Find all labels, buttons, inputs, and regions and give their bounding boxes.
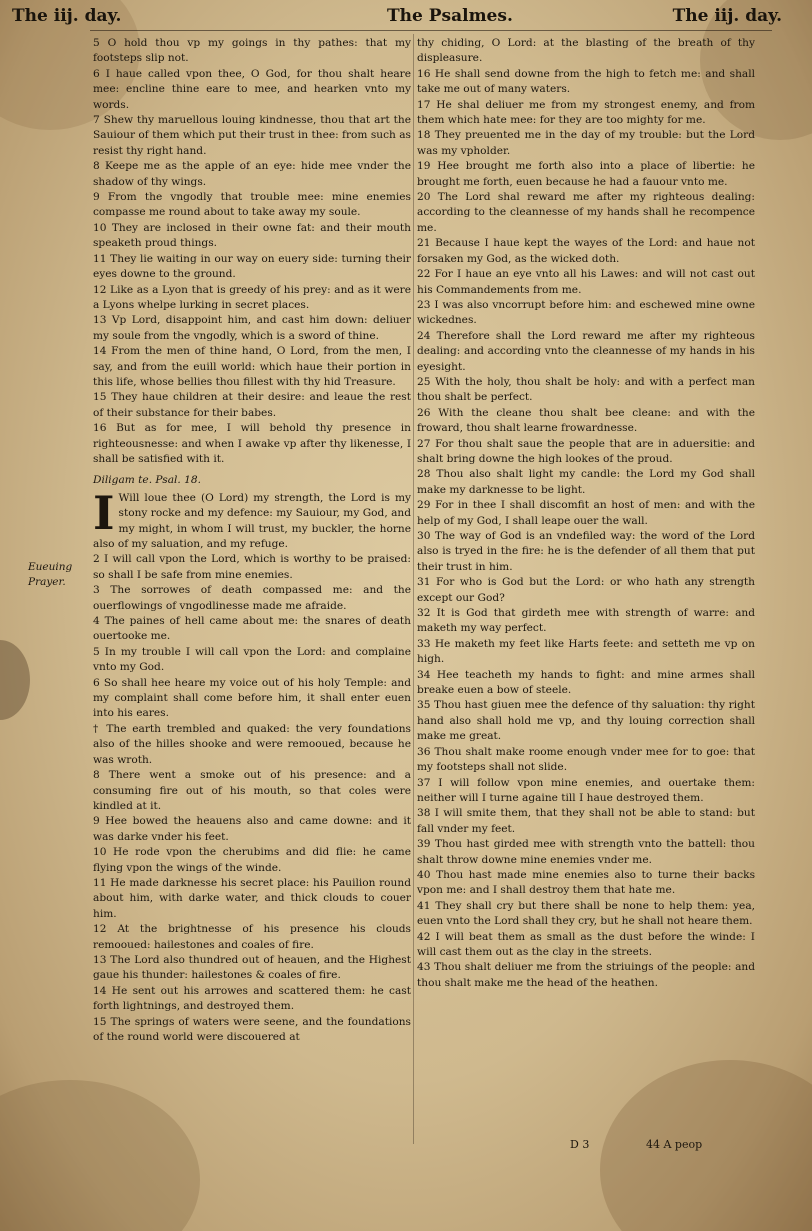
verse: 35 Thou hast giuen mee the defence of thy saluation: thy right hand also shall hold me vp, and thy louing correction shall make me great. (417, 699, 755, 743)
verse: 5 O hold thou vp my goings in thy pathes: that my footsteps slip not. (93, 37, 411, 65)
verse: 17 He shal deliuer me from my strongest enemy, and from them which hate mee: for they are too mighty for me. (417, 98, 755, 127)
verse: thy chiding, O Lord: at the blasting of the breath of thy displeasure. (417, 37, 755, 65)
verse: 39 Thou hast girded mee with strength vnto the battell: thou shalt throw downe mine enemies vnder me. (417, 838, 755, 866)
verse: 36 Thou shalt make roome enough vnder mee for to goe: that my footsteps shall not slide. (417, 745, 755, 774)
margin-note: Eueuing Prayer. (28, 561, 73, 588)
header-center: The Psalmes. (387, 6, 513, 26)
psalm-title: Diligam te. Psal. 18. (93, 474, 201, 487)
right-column (417, 36, 755, 991)
verse: 9 From the vngodly that trouble mee: mine enemies compasse me round about to take away my soule. (93, 191, 411, 219)
verse: 29 For in thee I shall discomfit an host of men: and with the help of my God, I shall leape ouer the wall. (417, 499, 755, 527)
verse: 10 They are inclosed in their owne fat: and their mouth speaketh proud things. (93, 221, 411, 250)
verse: 7 Shew thy maruellous louing kindnesse, thou that art the Sauiour of them which put their trust in thee: from such as resist thy right hand. (93, 114, 411, 157)
verse: 9 Hee bowed the heauens also and came downe: and it was darke vnder his feet. (93, 815, 411, 843)
page-footer (560, 1134, 760, 1154)
verse: 11 They lie waiting in our way on euery side: turning their eyes downe to the ground. (93, 252, 411, 281)
verse: 30 The way of God is an vndefiled way: the word of the Lord also is tryed in the fire: he is the defender of all them that put their trust in him. (417, 530, 755, 573)
stain-mid-left (0, 640, 30, 720)
left-verses-before (93, 36, 411, 467)
stain-bottom-left (0, 1080, 200, 1231)
verse: 24 Therefore shall the Lord reward me after my righteous dealing: and according vnto the cleannesse of my hands in his eyesight. (417, 329, 755, 373)
verse: 26 With the cleane thou shalt bee cleane: and with the froward, thou shalt learne frowardnesse. (417, 406, 755, 435)
verse: 14 He sent out his arrowes and scattered them: he cast forth lightnings, and destroyed them. (93, 984, 411, 1013)
verse: 20 The Lord shal reward me after my righteous dealing: according to the cleannesse of my hands shall he recompence me. (417, 191, 755, 234)
verse: 43 Thou shalt deliuer me from the striuings of the people: and thou shalt make me the head of the heathen. (417, 961, 755, 989)
running-header (12, 6, 782, 28)
verse: 12 Like as a Lyon that is greedy of his prey: and as it were a Lyons whelpe lurking in secret places. (93, 283, 411, 311)
verse: 6 I haue called vpon thee, O God, for thou shalt heare mee: encline thine eare to mee, and hearken vnto my words. (93, 67, 411, 111)
verse: 31 For who is God but the Lord: or who hath any strength except our God? (417, 576, 755, 604)
verse: 15 The springs of waters were seene, and the foundations of the round world were discouered at (93, 1015, 411, 1043)
verse: 3 The sorrowes of death compassed me: and the ouerflowings of vngodlinesse made me afraide. (93, 584, 411, 612)
verse: 19 Hee brought me forth also into a place of libertie: he brought me forth, euen because he had a fauour vnto me. (417, 160, 755, 188)
verse: 18 They preuented me in the day of my trouble: but the Lord was my vpholder. (417, 129, 755, 157)
dropcap: I (93, 485, 115, 540)
verse: 21 Because I haue kept the wayes of the Lord: and haue not forsaken my God, as the wicked doth. (417, 237, 755, 265)
verse: 12 At the brightnesse of his presence his clouds remooued: hailestones and coales of fire. (93, 923, 411, 951)
verse: 16 He shall send downe from the high to fetch me: and shall take me out of many waters. (417, 67, 755, 96)
verse: 13 The Lord also thundred out of heauen, and the Highest gaue his thunder: hailestones & coales of fire. (93, 953, 411, 982)
verse: 15 They haue children at their desire: and leaue the rest of their substance for their babes. (93, 391, 411, 419)
verse: 38 I will smite them, that they shall not be able to stand: but fall vnder my feet. (417, 807, 755, 835)
verse: 13 Vp Lord, disappoint him, and cast him down: deliuer my soule from the vngodly, which is a sword of thine. (93, 314, 411, 342)
verse: 8 There went a smoke out of his presence: and a consuming fire out of his mouth, so that coles were kindled at it. (93, 769, 411, 812)
verse: † The earth trembled and quaked: the very foundations also of the hilles shooke and were remooued, because he was wroth. (93, 722, 411, 766)
verse: 10 He rode vpon the cherubims and did flie: he came flying vpon the wings of the winde. (93, 846, 411, 874)
verse: 42 I will beat them as small as the dust before the winde: I will cast them out as the clay in the streets. (417, 930, 755, 958)
verse: 37 I will follow vpon mine enemies, and ouertake them: neither will I turne againe till I haue destroyed them. (417, 776, 755, 804)
verse: 14 From the men of thine hand, O Lord, from the men, I say, and from the euill world: which haue their portion in this life, whose bellies thou fillest with thy hid Treasure. (93, 345, 411, 388)
verse: 28 Thou also shalt light my candle: the Lord my God shall make my darknesse to be light. (417, 468, 755, 496)
verse-1 (93, 485, 411, 553)
left-column (93, 36, 411, 1045)
catchword: 44 A peop (646, 1138, 703, 1151)
verse-1-text: Will loue thee (O Lord) my strength, the Lord is my stony rocke and my defence: my Sauiour, my God, and my might, in whom I will trust, my buckler, the horne also of my saluation, and my refuge. (93, 491, 411, 550)
verse: 6 So shall hee heare my voice out of his holy Temple: and my complaint shall come before him, it shall enter euen into his eares. (93, 676, 411, 720)
column-divider (413, 34, 414, 1144)
verse: 22 For I haue an eye vnto all his Lawes: and will not cast out his Commandements from me. (417, 268, 755, 296)
verse: 8 Keepe me as the apple of an eye: hide mee vnder the shadow of thy wings. (93, 160, 411, 188)
verse: 25 With the holy, thou shalt be holy: and with a perfect man thou shalt be perfect. (417, 375, 755, 404)
verse: 23 I was also vncorrupt before him: and eschewed mine owne wickednes. (417, 298, 755, 327)
verse: 2 I will call vpon the Lord, which is worthy to be praised: so shall I be safe from mine enemies. (93, 553, 411, 581)
header-left: The iij. day. (12, 6, 122, 26)
verse: 4 The paines of hell came about me: the snares of death ouertooke me. (93, 615, 411, 643)
verse: 40 Thou hast made mine enemies also to turne their backs vpon me: and I shall destroy them that hate me. (417, 868, 755, 897)
verse: 11 He made darknesse his secret place: his Pauilion round about him, with darke water, and thick clouds to couer him. (93, 876, 411, 920)
verse: 27 For thou shalt saue the people that are in aduersitie: and shalt bring downe the high lookes of the proud. (417, 437, 755, 465)
verse: 33 He maketh my feet like Harts feete: and setteth me vp on high. (417, 637, 755, 666)
verse: 32 It is God that girdeth mee with strength of warre: and maketh my way perfect. (417, 607, 755, 635)
verse: 41 They shall cry but there shall be none to help them: yea, euen vnto the Lord shall they cry, but he shall not heare them. (417, 899, 755, 928)
right-verses (417, 36, 755, 991)
verse: 5 In my trouble I will call vpon the Lord: and complaine vnto my God. (93, 645, 411, 674)
left-verses-after (93, 552, 411, 1045)
signature-mark: D 3 (570, 1138, 590, 1151)
header-rule (90, 30, 772, 31)
verse: 16 But as for mee, I will behold thy presence in righteousnesse: and when I awake vp after thy likenesse, I shall be satisfied with it. (93, 422, 411, 465)
verse: 34 Hee teacheth my hands to fight: and mine armes shall breake euen a bow of steele. (417, 668, 755, 697)
header-right: The iij. day. (672, 6, 782, 26)
